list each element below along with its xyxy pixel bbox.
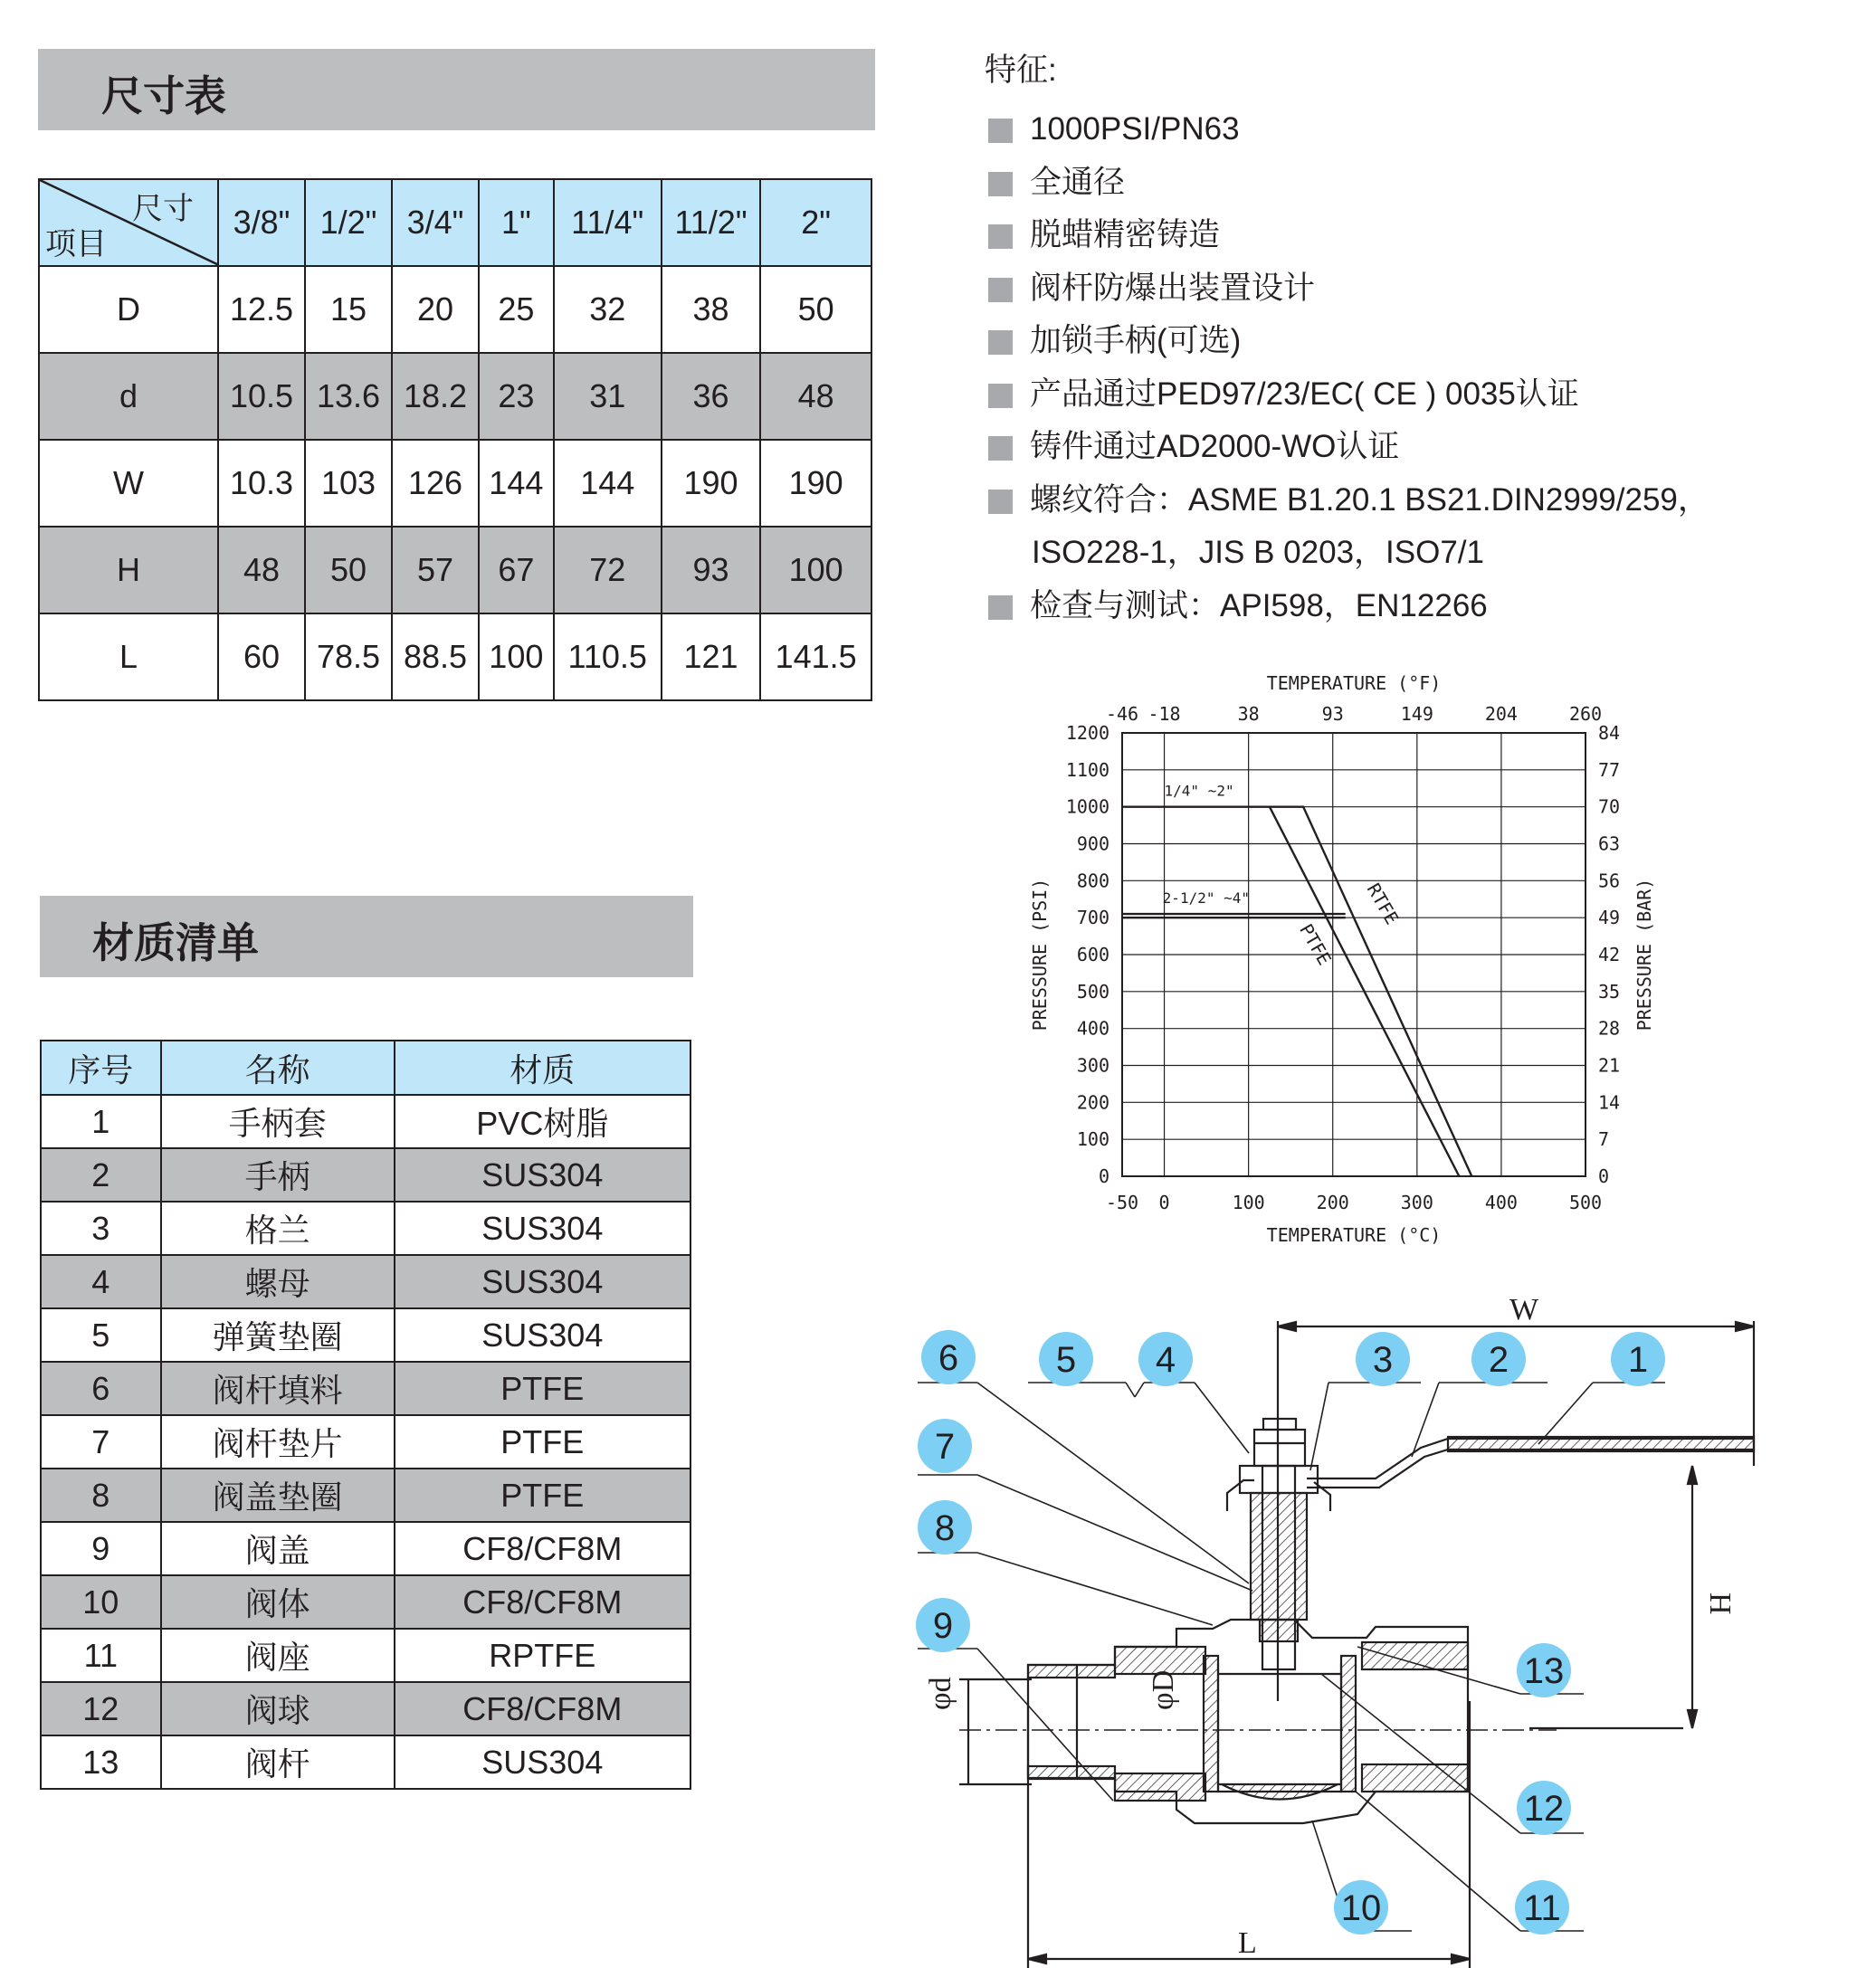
top-tick-label: 149 — [1400, 703, 1433, 725]
y-tick-label: 700 — [1076, 907, 1109, 929]
y-tick-label: 400 — [1076, 1017, 1109, 1040]
material-name-cell: 弹簧垫圈 — [161, 1308, 395, 1362]
material-list-header — [40, 896, 693, 977]
size-header: 2" — [760, 179, 871, 266]
callout-number: 4 — [1155, 1340, 1176, 1380]
dimension-row-label: d — [39, 353, 218, 440]
bullet-square-icon — [988, 119, 1013, 143]
dimension-value-cell: 141.5 — [760, 613, 871, 700]
callout-number: 5 — [1055, 1340, 1077, 1380]
callout-number: 3 — [1372, 1340, 1394, 1380]
valve-cross-section-drawing — [905, 1285, 1774, 1968]
annotation-quarter-to-2: 1/4" ~2" — [1164, 782, 1234, 800]
material-index-cell: 5 — [41, 1308, 161, 1362]
x-tick-label: 200 — [1316, 1192, 1349, 1213]
bullet-square-icon — [988, 172, 1013, 196]
material-index-cell: 10 — [41, 1575, 161, 1629]
y-tick-label: 500 — [1076, 980, 1109, 1003]
dimension-value-cell: 38 — [662, 266, 760, 353]
dimension-row — [39, 353, 871, 440]
material-index-cell: 1 — [41, 1095, 161, 1148]
material-list-title: 材质清单 — [92, 918, 259, 967]
material-header-row — [41, 1041, 690, 1095]
feature-text: 阀杆防爆出装置设计 — [1030, 270, 1316, 306]
y-tick-label: 800 — [1076, 870, 1109, 892]
dimension-table-title: 尺寸表 — [101, 71, 226, 120]
y-tick-label: 200 — [1076, 1091, 1109, 1114]
right-tick-label: 42 — [1598, 944, 1621, 965]
y-tick-label: 100 — [1076, 1128, 1109, 1151]
dimension-value-cell: 103 — [305, 440, 392, 527]
dimension-value-cell: 20 — [392, 266, 479, 353]
bullet-square-icon — [988, 436, 1013, 461]
dimension-value-cell: 110.5 — [554, 613, 662, 700]
size-header: 3/8" — [218, 179, 305, 266]
right-tick-label: 70 — [1598, 795, 1621, 818]
dimension-value-cell: 31 — [554, 353, 662, 440]
dimension-value-cell: 144 — [479, 440, 554, 527]
dimension-value-cell: 60 — [218, 613, 305, 700]
material-row — [41, 1735, 690, 1789]
dimension-value-cell: 72 — [554, 527, 662, 613]
dimension-value-cell: 48 — [760, 353, 871, 440]
callout-number: 10 — [1340, 1888, 1382, 1928]
feature-item — [985, 580, 1853, 633]
dimension-row — [39, 440, 871, 527]
y-tick-label: 600 — [1076, 944, 1109, 965]
bullet-square-icon — [988, 384, 1013, 408]
material-index-cell: 6 — [41, 1362, 161, 1415]
material-row — [41, 1095, 690, 1148]
callout-number: 12 — [1523, 1789, 1565, 1829]
dimension-H-label: H — [1703, 1592, 1737, 1615]
features-list — [985, 51, 1853, 632]
right-tick-label: 7 — [1598, 1128, 1610, 1151]
dimension-table-header — [38, 49, 875, 130]
x-tick-label: -50 — [1105, 1192, 1139, 1213]
y-tick-label: 1000 — [1065, 795, 1109, 818]
feature-item — [985, 368, 1853, 422]
bullet-square-icon — [988, 278, 1013, 302]
right-tick-label: 28 — [1598, 1017, 1621, 1040]
feature-item — [985, 209, 1853, 262]
feature-text: 检查与测试：API598，EN12266 — [1030, 587, 1488, 623]
material-row — [41, 1202, 690, 1255]
material-row — [41, 1148, 690, 1202]
size-header: 11/4" — [554, 179, 662, 266]
material-name-cell: 阀盖垫圈 — [161, 1469, 395, 1522]
material-index-cell: 9 — [41, 1522, 161, 1575]
dimension-value-cell: 50 — [760, 266, 871, 353]
dimension-row-label: L — [39, 613, 218, 700]
callout-number: 8 — [934, 1508, 956, 1548]
x-axis-label: TEMPERATURE (°C) — [1266, 1224, 1442, 1246]
x-tick-label: 400 — [1484, 1192, 1518, 1213]
dimension-value-cell: 18.2 — [392, 353, 479, 440]
dimension-value-cell: 93 — [662, 527, 760, 613]
material-index-cell: 13 — [41, 1735, 161, 1789]
material-name-cell: 手柄套 — [161, 1095, 395, 1148]
material-index-cell: 7 — [41, 1415, 161, 1469]
dimension-value-cell: 100 — [479, 613, 554, 700]
feature-item — [985, 421, 1853, 474]
size-header: 1" — [479, 179, 554, 266]
dimension-value-cell: 100 — [760, 527, 871, 613]
dimension-row-label: W — [39, 440, 218, 527]
material-header-cell: 序号 — [41, 1041, 161, 1095]
dimension-value-cell: 67 — [479, 527, 554, 613]
pressure-temperature-chart — [1023, 665, 1674, 1262]
dimension-phi-D-label: φD — [1147, 1669, 1180, 1710]
material-name-cell: 阀座 — [161, 1629, 395, 1682]
dimension-value-cell: 10.3 — [218, 440, 305, 527]
material-spec-cell: SUS304 — [395, 1308, 690, 1362]
material-row — [41, 1415, 690, 1469]
dimension-phi-d-label: φd — [924, 1677, 957, 1710]
material-name-cell: 格兰 — [161, 1202, 395, 1255]
material-name-cell: 阀杆垫片 — [161, 1415, 395, 1469]
x-tick-label: 500 — [1568, 1192, 1603, 1213]
y-tick-label: 0 — [1098, 1165, 1109, 1187]
dimension-value-cell: 48 — [218, 527, 305, 613]
dimension-value-cell: 32 — [554, 266, 662, 353]
y-tick-label: 1100 — [1065, 758, 1109, 781]
feature-item — [985, 103, 1853, 157]
material-row — [41, 1362, 690, 1415]
material-spec-cell: SUS304 — [395, 1202, 690, 1255]
top-tick-label: -18 — [1148, 703, 1181, 725]
right-tick-label: 77 — [1598, 758, 1621, 781]
material-spec-cell: PVC树脂 — [395, 1095, 690, 1148]
dimension-value-cell: 144 — [554, 440, 662, 527]
dimension-W-label: W — [1509, 1293, 1539, 1326]
valve-outline — [959, 1321, 1754, 1968]
material-row — [41, 1629, 690, 1682]
y-tick-label: 300 — [1076, 1054, 1109, 1077]
dimension-value-cell: 15 — [305, 266, 392, 353]
top-tick-label: 38 — [1237, 703, 1260, 725]
top-tick-label: -46 — [1105, 703, 1139, 725]
material-name-cell: 阀杆 — [161, 1735, 395, 1789]
material-name-cell: 螺母 — [161, 1255, 395, 1308]
dimension-value-cell: 78.5 — [305, 613, 392, 700]
material-spec-cell: RPTFE — [395, 1629, 690, 1682]
dimension-corner-cell — [39, 179, 218, 266]
dimension-table — [38, 178, 872, 701]
material-row — [41, 1255, 690, 1308]
dimension-row — [39, 527, 871, 613]
callout-number: 2 — [1488, 1340, 1509, 1380]
bullet-square-icon — [988, 490, 1013, 514]
material-table-body — [41, 1095, 690, 1789]
material-name-cell: 阀盖 — [161, 1522, 395, 1575]
callout-number: 9 — [932, 1606, 954, 1646]
y-tick-label: 1200 — [1065, 722, 1109, 744]
material-spec-cell: SUS304 — [395, 1255, 690, 1308]
material-spec-cell: PTFE — [395, 1362, 690, 1415]
material-table — [40, 1040, 691, 1790]
material-index-cell: 4 — [41, 1255, 161, 1308]
dimension-value-cell: 190 — [662, 440, 760, 527]
feature-text: 加锁手柄(可选) — [1030, 323, 1242, 358]
dimension-value-cell: 12.5 — [218, 266, 305, 353]
top-axis-label: TEMPERATURE (°F) — [1266, 672, 1442, 694]
feature-item — [985, 474, 1853, 528]
dimension-value-cell: 88.5 — [392, 613, 479, 700]
dimension-header-row — [39, 179, 871, 266]
dimension-value-cell: 126 — [392, 440, 479, 527]
right-tick-label: 0 — [1598, 1165, 1610, 1187]
dimension-value-cell: 50 — [305, 527, 392, 613]
dimension-row — [39, 266, 871, 353]
material-index-cell: 12 — [41, 1682, 161, 1735]
right-tick-label: 21 — [1598, 1054, 1621, 1077]
dimension-value-cell: 57 — [392, 527, 479, 613]
y-axis-label: PRESSURE (PSI) — [1029, 878, 1051, 1032]
feature-text: 产品通过PED97/23/EC( CE ) 0035认证 — [1030, 376, 1579, 412]
material-spec-cell: CF8/CF8M — [395, 1522, 690, 1575]
y-tick-label: 900 — [1076, 832, 1109, 855]
dimension-value-cell: 36 — [662, 353, 760, 440]
material-row — [41, 1522, 690, 1575]
material-index-cell: 11 — [41, 1629, 161, 1682]
material-header-cell: 名称 — [161, 1041, 395, 1095]
material-row — [41, 1682, 690, 1735]
material-index-cell: 3 — [41, 1202, 161, 1255]
material-name-cell: 阀体 — [161, 1575, 395, 1629]
x-tick-label: 300 — [1400, 1192, 1433, 1213]
x-tick-label: 0 — [1158, 1192, 1170, 1213]
right-tick-label: 56 — [1598, 870, 1621, 892]
top-tick-label: 260 — [1568, 703, 1603, 725]
features-title: 特征: — [985, 52, 1057, 88]
material-spec-cell: PTFE — [395, 1469, 690, 1522]
material-row — [41, 1575, 690, 1629]
feature-item — [985, 262, 1853, 316]
dimension-row-label: D — [39, 266, 218, 353]
right-tick-label: 35 — [1598, 980, 1621, 1003]
feature-text: 全通径 — [1030, 164, 1126, 200]
material-spec-cell: CF8/CF8M — [395, 1575, 690, 1629]
dimension-labels — [924, 1293, 1737, 1960]
right-tick-label: 14 — [1598, 1091, 1621, 1114]
feature-text: 螺纹符合：ASME B1.20.1 BS21.DIN2999/259， — [1030, 481, 1709, 518]
right-tick-label: 49 — [1598, 907, 1621, 929]
feature-text: 脱蜡精密铸造 — [1030, 217, 1221, 252]
material-spec-cell: SUS304 — [395, 1148, 690, 1202]
material-index-cell: 8 — [41, 1469, 161, 1522]
feature-item — [985, 157, 1853, 210]
feature-text: 铸件通过AD2000-WO认证 — [1030, 429, 1400, 464]
dimension-value-cell: 23 — [479, 353, 554, 440]
dimension-value-cell: 121 — [662, 613, 760, 700]
material-header-cell: 材质 — [395, 1041, 690, 1095]
top-tick-label: 204 — [1484, 703, 1518, 725]
dimension-table-body — [39, 266, 871, 700]
material-row — [41, 1469, 690, 1522]
material-name-cell: 阀球 — [161, 1682, 395, 1735]
bullet-square-icon — [988, 595, 1013, 620]
feature-text: 1000PSI/PN63 — [1030, 111, 1240, 147]
dimension-value-cell: 10.5 — [218, 353, 305, 440]
bullet-square-icon — [988, 330, 1013, 355]
dimension-L-label: L — [1238, 1926, 1257, 1960]
corner-size-label: 尺寸 — [132, 192, 194, 226]
top-tick-label: 93 — [1321, 703, 1344, 725]
dimension-row — [39, 613, 871, 700]
material-name-cell: 手柄 — [161, 1148, 395, 1202]
callout-number: 11 — [1523, 1888, 1561, 1928]
material-name-cell: 阀杆填料 — [161, 1362, 395, 1415]
material-spec-cell: CF8/CF8M — [395, 1682, 690, 1735]
annotation-rtfe: RTFE — [1362, 879, 1404, 928]
material-spec-cell: PTFE — [395, 1415, 690, 1469]
material-row — [41, 1308, 690, 1362]
dimension-value-cell: 25 — [479, 266, 554, 353]
material-spec-cell: SUS304 — [395, 1735, 690, 1789]
dimension-value-cell: 13.6 — [305, 353, 392, 440]
size-header: 11/2" — [662, 179, 760, 266]
size-header: 3/4" — [392, 179, 479, 266]
corner-item-label: 项目 — [45, 227, 107, 261]
feature-item — [985, 315, 1853, 368]
x-tick-label: 100 — [1232, 1192, 1265, 1213]
callout-number: 1 — [1627, 1340, 1649, 1380]
annotation-2-half-to-4: 2-1/2" ~4" — [1162, 889, 1251, 908]
dimension-value-cell: 190 — [760, 440, 871, 527]
right-axis-label: PRESSURE (BAR) — [1633, 878, 1655, 1032]
feature-continuation: ISO228-1，JIS B 0203，ISO7/1 — [1032, 535, 1484, 570]
bullet-square-icon — [988, 224, 1013, 249]
annotation-ptfe: PTFE — [1295, 919, 1337, 969]
size-header: 1/2" — [305, 179, 392, 266]
right-tick-label: 63 — [1598, 832, 1621, 855]
right-tick-label: 84 — [1598, 722, 1621, 744]
callout-number: 13 — [1523, 1651, 1565, 1691]
dimension-row-label: H — [39, 527, 218, 613]
material-index-cell: 2 — [41, 1148, 161, 1202]
callout-number: 6 — [938, 1338, 959, 1378]
callout-number: 7 — [934, 1427, 956, 1467]
